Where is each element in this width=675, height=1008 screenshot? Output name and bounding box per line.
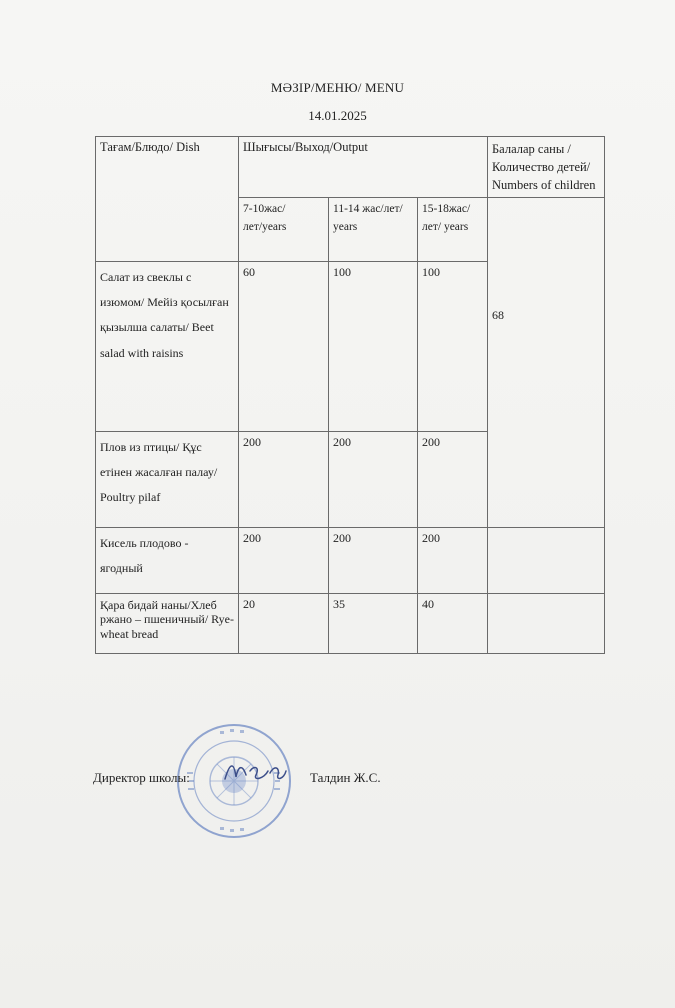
- menu-table: [95, 136, 605, 654]
- children-count-empty: [488, 528, 605, 594]
- portion-7-10: 20: [239, 594, 329, 654]
- dish-name: Кисель плодово - ягодный: [96, 528, 239, 594]
- table-row: [96, 528, 605, 594]
- table-row: [96, 594, 605, 654]
- column-header-children-count: Балалар саны /Количество детей/ Numbers of children: [488, 137, 605, 198]
- menu-date: 14.01.2025: [308, 108, 367, 123]
- portion-15-18: 40: [418, 594, 488, 654]
- age-group-11-14: 11-14 жас/лет/ years: [329, 198, 418, 262]
- dish-name: Қара бидай наны/Хлеб ржано – пшеничный/ Rye-wheat bread: [96, 594, 239, 654]
- portion-15-18: 200: [418, 432, 488, 528]
- portion-11-14: 200: [329, 528, 418, 594]
- table-header-row: [96, 137, 605, 198]
- director-name: Талдин Ж.С.: [310, 770, 381, 785]
- children-count-value: 68: [488, 198, 605, 528]
- children-count-empty: [488, 594, 605, 654]
- menu-title: МӘЗІР/МЕНЮ/ MENU: [270, 80, 405, 95]
- portion-11-14: 35: [329, 594, 418, 654]
- portion-11-14: 200: [329, 432, 418, 528]
- portion-7-10: 200: [239, 432, 329, 528]
- dish-name: Плов из птицы/ Құс етінен жасалған палау/ Poultry pilaf: [96, 432, 239, 528]
- age-group-7-10: 7-10жас/лет/years: [239, 198, 329, 262]
- dish-name: Салат из свеклы с изюмом/ Мейіз қосылған қызылша салаты/ Beet salad with raisins: [96, 262, 239, 432]
- portion-7-10: 200: [239, 528, 329, 594]
- director-label: Директор школы:: [93, 770, 190, 785]
- signature-scribble-icon: [220, 757, 290, 787]
- portion-11-14: 100: [329, 262, 418, 432]
- portion-15-18: 200: [418, 528, 488, 594]
- column-header-dish: Тағам/Блюдо/ Dish: [96, 137, 239, 262]
- portion-15-18: 100: [418, 262, 488, 432]
- age-group-15-18: 15-18жас/лет/ years: [418, 198, 488, 262]
- portion-7-10: 60: [239, 262, 329, 432]
- column-header-output: Шығысы/Выход/Output: [239, 137, 488, 198]
